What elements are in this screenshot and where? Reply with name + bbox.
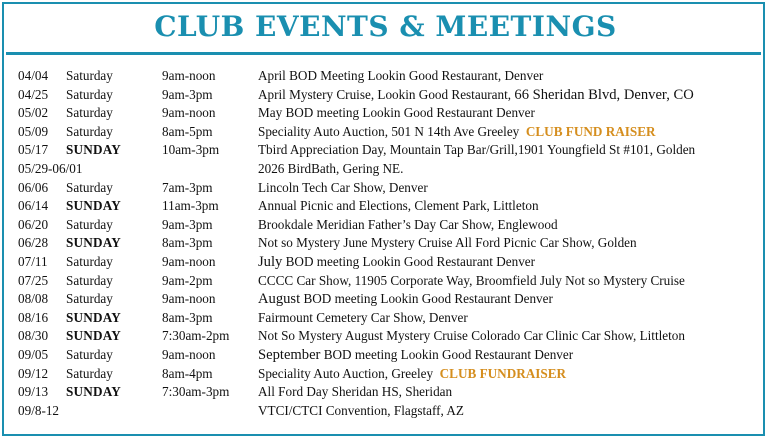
event-description-text: April BOD Meeting Lookin Good Restaurant, Denver (258, 68, 544, 83)
event-time: 9am-3pm (162, 86, 213, 102)
event-description (258, 216, 558, 235)
event-row (18, 141, 763, 160)
event-day: Saturday (66, 216, 113, 232)
event-day: SUNDAY (66, 198, 121, 214)
event-description (258, 402, 464, 421)
event-row (18, 365, 763, 384)
event-day: Saturday (66, 179, 113, 195)
event-address: 66 Sheridan Blvd, Denver, CO (514, 86, 694, 103)
event-time: 7:30am-3pm (162, 384, 230, 400)
event-description-text: Tbird Appreciation Day, Mountain Tap Bar/Grill,1901 Youngfield St #101, Golden (258, 142, 696, 158)
event-row (18, 383, 763, 402)
event-day: SUNDAY (66, 142, 121, 158)
event-row (18, 179, 763, 198)
event-day: Saturday (66, 346, 113, 362)
event-description (258, 234, 637, 253)
event-month: September (258, 346, 321, 363)
event-time: 8am-3pm (162, 235, 213, 251)
event-description-text: CCCC Car Show, 11905 Corporate Way, Broomfield July Not so Mystery Cruise (258, 272, 685, 288)
event-description-text: April Mystery Cruise, Lookin Good Restaurant, (258, 86, 512, 102)
event-row (18, 346, 763, 365)
event-date: 07/25 (18, 272, 49, 288)
event-time: 9am-2pm (162, 272, 213, 288)
event-description-text: Speciality Auto Auction, Greeley (258, 365, 434, 381)
event-description (258, 67, 543, 86)
event-row (18, 402, 763, 421)
event-month: July (258, 253, 283, 270)
event-time: 11am-3pm (162, 198, 219, 214)
event-month: August (258, 291, 301, 308)
fundraiser-badge: CLUB FUND RAISER (525, 123, 656, 139)
event-description-text: VTCI/CTCI Convention, Flagstaff, AZ (258, 402, 464, 418)
event-day: Saturday (66, 291, 113, 307)
event-description (258, 383, 452, 402)
event-description (258, 104, 535, 123)
event-day: Saturday (66, 253, 113, 269)
event-time: 9am-noon (162, 68, 216, 83)
event-date: 04/25 (18, 86, 49, 102)
event-row (18, 309, 763, 328)
event-row (18, 234, 763, 253)
event-date: 05/09 (18, 123, 49, 139)
event-row (18, 67, 763, 86)
event-time: 7am-3pm (162, 179, 213, 195)
event-description (258, 327, 685, 346)
event-row (18, 290, 763, 309)
page-title: CLUB EVENTS & MEETINGS (154, 10, 617, 43)
event-time: 9am-3pm (162, 216, 213, 232)
event-date: 08/16 (18, 309, 49, 325)
event-description-text: BOD meeting Lookin Good Restaurant Denver (285, 253, 536, 269)
event-description-text: Brookdale Meridian Father’s Day Car Show, Englewood (258, 216, 558, 232)
event-date: 04/04 (18, 68, 49, 83)
event-description (258, 253, 535, 272)
event-time: 8am-3pm (162, 309, 213, 325)
event-day: SUNDAY (66, 384, 121, 400)
title-divider (6, 52, 761, 55)
event-description-text: BOD meeting Lookin Good Restaurant Denver (323, 346, 574, 362)
event-date: 06/20 (18, 216, 49, 232)
event-date: 05/02 (18, 105, 49, 121)
event-description (258, 179, 428, 198)
event-row (18, 272, 763, 291)
event-day: SUNDAY (66, 309, 121, 325)
event-description-text: All Ford Day Sheridan HS, Sheridan (258, 384, 453, 400)
event-row (18, 216, 763, 235)
event-description (258, 365, 566, 384)
event-description (258, 141, 695, 160)
event-time: 8am-4pm (162, 365, 213, 381)
event-description (258, 309, 468, 328)
event-date: 06/06 (18, 179, 49, 195)
event-time: 7:30am-2pm (162, 328, 230, 344)
event-row (18, 104, 763, 123)
event-time: 10am-3pm (162, 142, 220, 158)
event-time: 9am-noon (162, 253, 216, 269)
event-row (18, 327, 763, 346)
event-description-text: 2026 BirdBath, Gering NE. (258, 160, 404, 176)
event-description (258, 272, 685, 291)
event-date: 05/17 (18, 142, 49, 158)
event-date: 06/14 (18, 198, 49, 214)
event-row (18, 160, 763, 179)
event-day: Saturday (66, 105, 113, 121)
event-description (258, 86, 694, 105)
event-day: Saturday (66, 68, 113, 83)
events-list (18, 67, 763, 420)
event-row (18, 86, 763, 105)
event-time: 8am-5pm (162, 123, 213, 139)
event-description-text: Speciality Auto Auction, 501 N 14th Ave Greeley (258, 123, 520, 139)
fundraiser-badge: CLUB FUNDRAISER (439, 365, 567, 381)
event-time: 9am-noon (162, 291, 216, 307)
event-date: 08/30 (18, 328, 49, 344)
event-day: Saturday (66, 86, 113, 102)
event-date: 07/11 (18, 253, 48, 269)
event-date: 09/12 (18, 365, 49, 381)
event-description-text: Not so Mystery June Mystery Cruise All Ford Picnic Car Show, Golden (258, 235, 637, 251)
event-time: 9am-noon (162, 346, 216, 362)
event-day: Saturday (66, 272, 113, 288)
event-description-text: BOD meeting Lookin Good Restaurant Denver (303, 291, 553, 307)
event-description-text: Fairmount Cemetery Car Show, Denver (258, 309, 468, 325)
event-date: 06/28 (18, 235, 49, 251)
event-description-text: Annual Picnic and Elections, Clement Park, Littleton (258, 198, 539, 214)
event-date: 09/13 (18, 384, 49, 400)
event-date: 09/05 (18, 346, 49, 362)
event-date: 05/29-06/01 (18, 160, 83, 176)
event-day: Saturday (66, 123, 113, 139)
event-description-text: Lincoln Tech Car Show, Denver (258, 179, 428, 195)
event-description (258, 290, 553, 309)
event-day: Saturday (66, 365, 113, 381)
event-row (18, 253, 763, 272)
event-date: 08/08 (18, 291, 49, 307)
event-description-text: May BOD meeting Lookin Good Restaurant Denver (258, 105, 535, 121)
event-day: SUNDAY (66, 235, 121, 251)
event-description (258, 197, 539, 216)
event-row (18, 197, 763, 216)
event-date: 09/8-12 (18, 402, 60, 418)
event-time: 9am-noon (162, 105, 216, 121)
event-row (18, 123, 763, 142)
event-description (258, 123, 656, 142)
event-description-text: Not So Mystery August Mystery Cruise Colorado Car Clinic Car Show, Littleton (258, 328, 685, 344)
event-description (258, 160, 403, 179)
events-panel (2, 2, 765, 436)
event-description (258, 346, 573, 365)
event-day: SUNDAY (66, 328, 121, 344)
